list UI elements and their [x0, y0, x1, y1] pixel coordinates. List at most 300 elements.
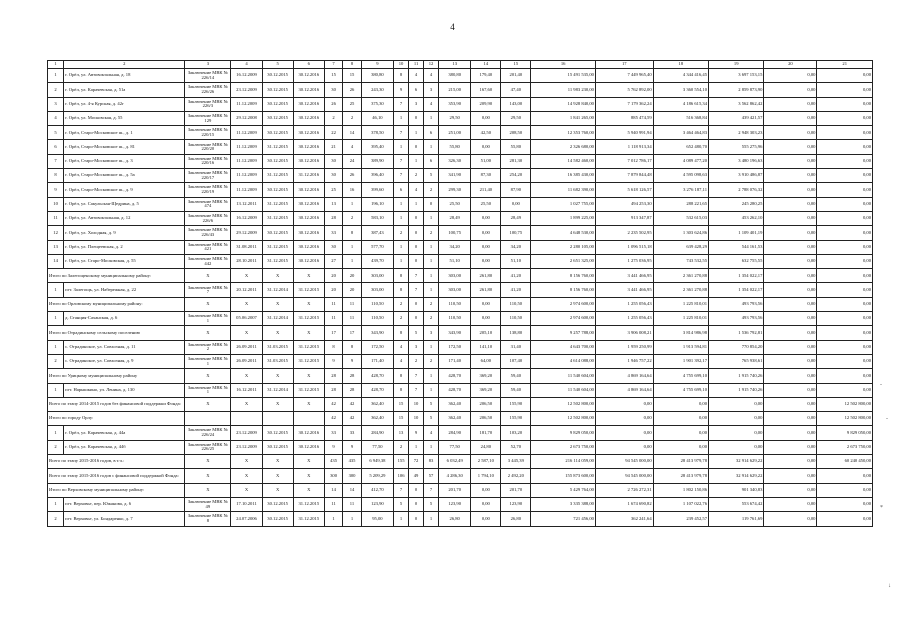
table-cell: 31.12.2015: [262, 254, 293, 268]
table-cell: 31.12.2015: [262, 240, 293, 254]
column-number-cell: 16: [531, 61, 596, 69]
table-cell: 10: [409, 412, 424, 426]
table-cell: 31,40: [501, 340, 531, 354]
table-cell: 28: [324, 211, 342, 225]
table-cell: 29,50: [439, 111, 471, 125]
table-cell: 8: [394, 369, 409, 383]
table-cell: 6: [424, 126, 439, 140]
table-cell: 42: [324, 412, 342, 426]
table-cell: 11.12.2009: [231, 140, 262, 154]
table-row: [48, 211, 873, 225]
table-cell: 1: [424, 283, 439, 297]
table-cell: 493 793,56: [709, 297, 764, 311]
table-cell: 123,90: [361, 497, 393, 511]
table-cell: 31.12.2015: [293, 512, 324, 526]
table-cell: 0,00: [595, 440, 653, 454]
table-cell: 3 335 388,00: [531, 497, 596, 511]
table-cell: 7: [394, 97, 409, 111]
table-cell: 1: [424, 369, 439, 383]
table-cell: 0,00: [817, 111, 873, 125]
table-cell: 532 615,03: [653, 211, 708, 225]
table-cell: 211,40: [471, 183, 501, 197]
table-cell: 95,00: [361, 512, 393, 526]
table-cell: 83: [424, 455, 439, 469]
table-cell: 0,00: [764, 211, 817, 225]
table-cell: 31.12.2016: [293, 169, 324, 183]
table-cell: 0,00: [764, 297, 817, 311]
subtotal-row: [48, 469, 873, 483]
table-cell: г. Орёл, ул. Карачевская, д. 44а: [64, 426, 185, 440]
table-cell: 14: [48, 254, 64, 268]
table-cell: 2: [48, 512, 64, 526]
table-cell: 15: [343, 69, 361, 83]
table-cell: 0,00: [817, 183, 873, 197]
table-cell: 0,00: [764, 197, 817, 211]
table-cell: 516 368,84: [653, 111, 708, 125]
column-number-cell: 4: [231, 61, 262, 69]
table-cell: 1: [324, 512, 342, 526]
table-cell: 1: [424, 140, 439, 154]
table-cell: 55,80: [501, 140, 531, 154]
table-cell: 1: [343, 512, 361, 526]
table-cell: 4: [409, 183, 424, 197]
table-cell: 29.12.2009: [231, 226, 262, 240]
subtotal-row: [48, 269, 873, 283]
table-cell: 5 618 126,57: [595, 183, 653, 197]
table-cell: 2: [424, 226, 439, 240]
table-cell: 1 946 757,22: [595, 354, 653, 368]
table-cell: 31.12.2015: [262, 169, 293, 183]
table-cell: 15: [324, 69, 342, 83]
table-cell: 9: [48, 183, 64, 197]
table-cell: 28: [324, 383, 342, 397]
housing-program-table-sheet: [47, 60, 873, 527]
table-cell: 0,00: [817, 369, 873, 383]
table-cell: 453 262,10: [709, 211, 764, 225]
table-cell: 0,00: [764, 440, 817, 454]
table-cell: 42: [343, 397, 361, 411]
table-cell: 30: [324, 83, 342, 97]
table-cell: 30: [324, 154, 342, 168]
table-cell: 1: [409, 440, 424, 454]
table-cell: 583,10: [361, 211, 393, 225]
table-cell: пгт. Залегощь, ул. Набережная, д. 22: [64, 283, 185, 297]
table-cell: 428,70: [439, 369, 471, 383]
table-cell: 4 648 530,00: [531, 226, 596, 240]
table-cell: 24,80: [471, 440, 501, 454]
table-cell: 31.12.2015: [262, 197, 293, 211]
table-cell: 343,90: [439, 326, 471, 340]
table-cell: 05.06.2007: [231, 312, 262, 326]
table-cell: 2: [409, 354, 424, 368]
table-cell: 8: [343, 340, 361, 354]
table-cell: 107,40: [501, 354, 531, 368]
table-cell: 14: [343, 483, 361, 497]
table-cell: 2 948 303,23: [709, 126, 764, 140]
subtotal-row: [48, 326, 873, 340]
table-cell: 375,30: [361, 97, 393, 111]
table-cell: 389,90: [361, 154, 393, 168]
table-cell: 3 910 486,87: [709, 169, 764, 183]
table-cell: 28: [324, 369, 342, 383]
table-cell: 7: [409, 283, 424, 297]
table-cell: 0,00: [817, 226, 873, 240]
table-cell: 577,70: [361, 240, 393, 254]
table-cell: 4 595 098,63: [653, 169, 708, 183]
table-cell: 25: [324, 183, 342, 197]
table-cell: 0,00: [817, 97, 873, 111]
table-cell: 5: [424, 169, 439, 183]
table-cell: Заключение МВК № 220/19: [185, 183, 231, 197]
table-cell: 1: [394, 140, 409, 154]
table-cell: 2 974 600,00: [531, 297, 596, 311]
table-cell: 12 502 800,00: [531, 397, 596, 411]
table-cell: 31.12.2015: [293, 312, 324, 326]
table-cell: 243,30: [361, 83, 393, 97]
table-cell: 30.12.2015: [262, 426, 293, 440]
table-cell: 34,20: [439, 240, 471, 254]
table-cell: 1: [409, 126, 424, 140]
table-cell: 7: [409, 269, 424, 283]
table-cell: 1 915 740,26: [709, 383, 764, 397]
table-cell: 7: [424, 483, 439, 497]
table-cell: 245 280,25: [709, 197, 764, 211]
table-cell: 0,00: [471, 483, 501, 497]
table-cell: 1: [424, 111, 439, 125]
table-cell: Заключение МВК № 226/3: [185, 97, 231, 111]
table-cell: 11: [343, 497, 361, 511]
table-cell: 4 755 699,10: [653, 383, 708, 397]
table-cell: [293, 412, 324, 426]
table-cell: 1 899 225,00: [531, 211, 596, 225]
table-cell: X: [262, 483, 293, 497]
table-cell: 11 983 230,00: [531, 83, 596, 97]
table-cell: 3: [409, 97, 424, 111]
table-cell: 1 027 755,00: [531, 197, 596, 211]
table-cell: 1: [424, 512, 439, 526]
table-cell: г. Орёл, Старо-Московское ш., д. 1: [64, 126, 185, 140]
table-row: [48, 111, 873, 125]
table-cell: X: [293, 483, 324, 497]
table-cell: 0,00: [764, 469, 817, 483]
table-cell: 13: [324, 197, 342, 211]
table-cell: 4: [394, 354, 409, 368]
table-cell: 11: [343, 312, 361, 326]
table-cell: 362,40: [439, 412, 471, 426]
table-row: [48, 69, 873, 83]
table-cell: 0,00: [471, 312, 501, 326]
table-cell: X: [262, 369, 293, 383]
table-cell: 5: [48, 126, 64, 140]
table-cell: X: [231, 269, 262, 283]
table-cell: 0,00: [817, 483, 873, 497]
table-cell: 179,40: [471, 69, 501, 83]
table-cell: 2: [424, 312, 439, 326]
table-cell: 8: [394, 326, 409, 340]
table-cell: 30: [324, 240, 342, 254]
table-cell: 7: [409, 369, 424, 383]
table-cell: 1 536 792,81: [709, 326, 764, 340]
table-cell: 25,50: [439, 197, 471, 211]
table-cell: 28,49: [501, 211, 531, 225]
table-cell: 303,00: [361, 269, 393, 283]
table-cell: 4 643 700,00: [531, 340, 596, 354]
table-cell: 31.12.2015: [262, 140, 293, 154]
table-cell: г. Орёл, ул. Старо-Московская, д. 55: [64, 254, 185, 268]
table-cell: 0: [409, 211, 424, 225]
table-cell: 123,90: [501, 497, 531, 511]
table-cell: 2 974 600,00: [531, 312, 596, 326]
table-cell: 1 255 056,43: [595, 297, 653, 311]
table-cell: 639 428,29: [653, 240, 708, 254]
table-cell: г. Орёл, Старо-Московское ш., д. 3: [64, 154, 185, 168]
table-cell: 30.12.2016: [293, 140, 324, 154]
table-cell: X: [185, 455, 231, 469]
table-cell: 0,00: [471, 297, 501, 311]
table-cell: 10: [48, 197, 64, 211]
table-cell: г. Орёл, ул. 4-я Курская, д. 42г: [64, 97, 185, 111]
table-row: [48, 254, 873, 268]
table-cell: 0,00: [764, 412, 817, 426]
table-cell: 0: [409, 240, 424, 254]
table-cell: 652 480,70: [653, 140, 708, 154]
table-cell: 885 474,59: [595, 111, 653, 125]
table-cell: 28: [343, 383, 361, 397]
table-cell: 0,00: [764, 126, 817, 140]
table-cell: 0,00: [709, 397, 764, 411]
table-cell: 94 545 000,00: [595, 455, 653, 469]
table-cell: 20: [324, 283, 342, 297]
table-cell: 11 540 604,00: [531, 369, 596, 383]
table-cell: 1 901 392,17: [653, 354, 708, 368]
table-cell: 3 360 554,10: [653, 83, 708, 97]
table-cell: 0,00: [653, 426, 708, 440]
scan-mark: -: [880, 382, 882, 388]
column-number-cell: 20: [764, 61, 817, 69]
table-cell: 30.12.2015: [262, 111, 293, 125]
table-cell: X: [185, 397, 231, 411]
subtotal-label: Итого по Отрадинскому сельскому поселению: [48, 326, 185, 340]
table-cell: 284,90: [439, 426, 471, 440]
table-cell: X: [185, 326, 231, 340]
table-cell: 31.12.2014: [262, 283, 293, 297]
table-cell: X: [185, 469, 231, 483]
table-cell: 4 286,30: [439, 469, 471, 483]
table-cell: Заключение МВК № 1: [185, 383, 231, 397]
table-cell: 0,00: [595, 412, 653, 426]
table-cell: 4 344 416,45: [653, 69, 708, 83]
table-cell: 155 873 600,00: [531, 469, 596, 483]
table-body: [48, 61, 873, 527]
table-cell: 12 502 800,00: [817, 397, 873, 411]
table-cell: 119 761,69: [709, 512, 764, 526]
table-cell: 7: [394, 126, 409, 140]
table-cell: 1: [394, 111, 409, 125]
table-cell: 30.12.2016: [293, 183, 324, 197]
table-cell: 395,40: [361, 140, 393, 154]
table-cell: X: [293, 326, 324, 340]
table-cell: 2 673 750,00: [817, 440, 873, 454]
table-cell: 1 303 624,86: [653, 226, 708, 240]
table-cell: 0,00: [817, 140, 873, 154]
table-cell: 41,20: [501, 269, 531, 283]
table-cell: 1: [424, 340, 439, 354]
table-cell: 94 545 000,00: [595, 469, 653, 483]
table-row: [48, 426, 873, 440]
table-cell: 206,50: [471, 397, 501, 411]
table-cell: 138,80: [501, 326, 531, 340]
table-cell: 20.12.2011: [231, 283, 262, 297]
table-cell: 12 353 760,00: [531, 126, 596, 140]
table-cell: 51,10: [439, 254, 471, 268]
table-cell: 0,00: [817, 340, 873, 354]
table-cell: 59,40: [501, 383, 531, 397]
table-cell: 1: [424, 383, 439, 397]
table-cell: 435: [343, 455, 361, 469]
table-cell: 0,00: [764, 169, 817, 183]
table-cell: 17: [343, 326, 361, 340]
table-cell: 2: [394, 297, 409, 311]
table-cell: 30.12.2015: [262, 183, 293, 197]
table-cell: 23.12.2009: [231, 426, 262, 440]
table-cell: X: [262, 269, 293, 283]
table-cell: 0: [409, 312, 424, 326]
table-cell: X: [231, 397, 262, 411]
column-number-cell: 18: [653, 61, 708, 69]
table-cell: 1: [424, 211, 439, 225]
table-cell: 0: [409, 497, 424, 511]
table-cell: 0,00: [595, 397, 653, 411]
table-cell: 1 107 022,76: [653, 497, 708, 511]
table-cell: г. Орёл, Старо-Московское ш., д. 81: [64, 140, 185, 154]
table-cell: 8: [394, 283, 409, 297]
table-cell: 6: [394, 183, 409, 197]
table-cell: пгт. Нарышкино, ул. Ленина, д. 130: [64, 383, 185, 397]
table-cell: 0,00: [764, 369, 817, 383]
table-cell: 1: [48, 340, 64, 354]
table-cell: Заключение МВК № 7: [185, 283, 231, 297]
table-cell: 59,40: [501, 369, 531, 383]
table-cell: Заключение МВК № 1: [185, 312, 231, 326]
table-cell: 15: [394, 412, 409, 426]
table-cell: 15: [394, 397, 409, 411]
table-cell: 0,00: [817, 269, 873, 283]
table-cell: Заключение МВК № 226/6: [185, 211, 231, 225]
table-cell: 29.12.2008: [231, 111, 262, 125]
table-cell: X: [262, 326, 293, 340]
table-cell: 28.10.2011: [231, 254, 262, 268]
table-cell: 5: [409, 326, 424, 340]
table-cell: 0,00: [764, 254, 817, 268]
table-cell: Заключение МВК № 226/26: [185, 83, 231, 97]
table-cell: 9: [343, 354, 361, 368]
table-row: [48, 283, 873, 297]
table-cell: 23.12.2009: [231, 83, 262, 97]
table-cell: 25: [343, 97, 361, 111]
table-cell: 30.12.2016: [293, 111, 324, 125]
subtotal-row: [48, 412, 873, 426]
table-cell: 26: [343, 83, 361, 97]
table-cell: Заключение МВК № 442: [185, 254, 231, 268]
table-cell: 9: [409, 426, 424, 440]
table-cell: 11.12.2009: [231, 183, 262, 197]
table-cell: 435: [324, 455, 342, 469]
table-cell: 0,00: [764, 183, 817, 197]
table-cell: 14 582 460,00: [531, 154, 596, 168]
table-cell: 1: [48, 312, 64, 326]
table-cell: 103,20: [501, 426, 531, 440]
table-cell: 1: [343, 240, 361, 254]
table-cell: 30.12.2016: [293, 240, 324, 254]
table-cell: 11: [324, 497, 342, 511]
table-cell: 7 449 965,40: [595, 69, 653, 83]
subtotal-label: Итого по Орловскому муниципальному району:: [48, 297, 185, 311]
table-cell: 7: [394, 154, 409, 168]
table-cell: 16: [343, 183, 361, 197]
table-cell: 26.09.2011: [231, 354, 262, 368]
table-cell: 196,10: [361, 197, 393, 211]
column-number-cell: 6: [293, 61, 324, 69]
scan-mark: ↓: [888, 583, 891, 589]
table-row: [48, 354, 873, 368]
table-cell: 31.12.2015: [293, 354, 324, 368]
table-cell: 3 441 466,95: [595, 269, 653, 283]
table-cell: 141,10: [471, 340, 501, 354]
table-cell: 87,90: [501, 183, 531, 197]
table-cell: 17.10.2011: [231, 497, 262, 511]
subtotal-label: Итого по Урицкому муниципальному району: [48, 369, 185, 383]
table-cell: г. Орёл, ул. Плещеевская, д. 2: [64, 240, 185, 254]
table-cell: 770 854,20: [709, 340, 764, 354]
table-cell: 33: [343, 426, 361, 440]
table-cell: 24.07.2006: [231, 512, 262, 526]
table-cell: г. Орёл, Старо-Московское ш., д. 9: [64, 183, 185, 197]
table-cell: 5 940 991,94: [595, 126, 653, 140]
table-row: [48, 183, 873, 197]
table-cell: 11: [324, 312, 342, 326]
table-cell: 494 253,30: [595, 197, 653, 211]
table-cell: 32 914 629,22: [709, 455, 764, 469]
table-cell: 30.12.2016: [293, 69, 324, 83]
table-cell: 2 361 270,88: [653, 269, 708, 283]
table-cell: 2 726 272,31: [595, 483, 653, 497]
table-cell: г. Орёл, Старо-Московское ш., д. 5а: [64, 169, 185, 183]
table-cell: 493 793,56: [709, 312, 764, 326]
table-cell: 110,50: [439, 297, 471, 311]
column-number-cell: 9: [361, 61, 393, 69]
table-cell: 4: [409, 69, 424, 83]
table-cell: 555 275,96: [709, 140, 764, 154]
table-cell: 14 928 840,00: [531, 97, 596, 111]
table-cell: с. Отрадинское, ул. Совхозная, д. 11: [64, 340, 185, 354]
table-cell: 2: [324, 111, 342, 125]
table-cell: 1: [409, 197, 424, 211]
table-cell: 16 385 430,00: [531, 169, 596, 183]
table-cell: 1 674 690,82: [595, 497, 653, 511]
table-cell: 13: [48, 240, 64, 254]
table-cell: 30.12.2015: [262, 97, 293, 111]
table-cell: 0,00: [764, 326, 817, 340]
table-cell: 1 354 022,17: [709, 269, 764, 283]
table-cell: 0,00: [764, 226, 817, 240]
table-cell: 9 829 050,00: [531, 426, 596, 440]
column-number-cell: 12: [424, 61, 439, 69]
column-number-cell: 10: [394, 61, 409, 69]
table-cell: 77,50: [361, 440, 393, 454]
table-cell: 6 949,38: [361, 455, 393, 469]
table-cell: г. Орёл, ул. Холодная, д. 9: [64, 226, 185, 240]
table-cell: 4: [343, 140, 361, 154]
